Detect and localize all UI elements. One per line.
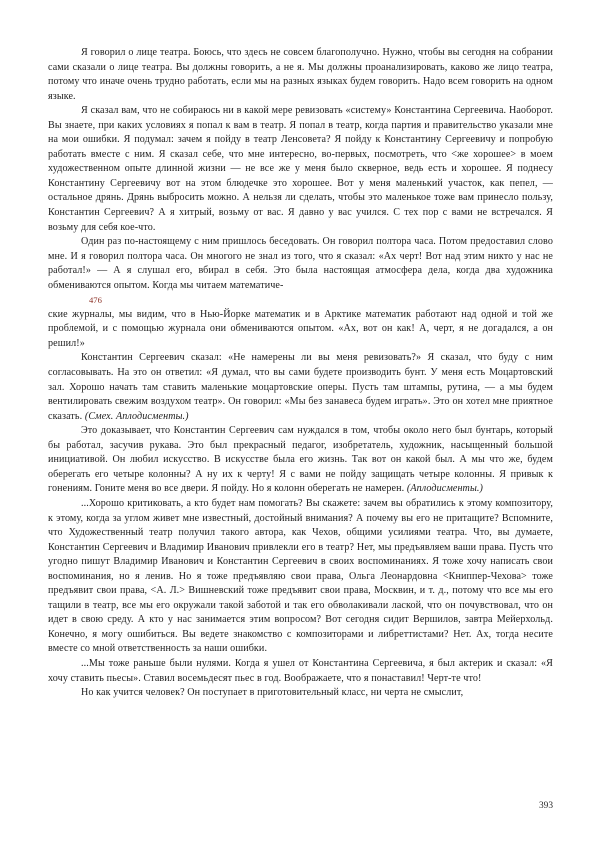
stage-direction-laughter-applause: (Смех. Аплодисменты.) bbox=[84, 410, 189, 422]
paragraph-1: Я говорил о лице театра. Боюсь, что здесь не совсем благополучно. Нужно, чтобы вы сегодня на собрании сами сказали о лице театра. Вы должны говорить, а не я. Мы должны проанализировать, каково же лицо театра, потому что иначе очень трудно работать, если мы на разных языках будем говорить. Надо всем говорить на одном языке. bbox=[48, 47, 553, 102]
paragraph-3: Один раз по-настоящему с ним пришлось беседовать. Он говорил полтора часа. Потом предоставил слово мне. И я говорил полтора часа. Он многого не знал из того, что я сказал: «Ах черт! Вот над этим никто у нас не работал!» — А я слушал его, вбирал в себя. Это была настоящая атмосфера дела, когда два художника обмениваются опытом. Когда мы читаем математиче- bbox=[48, 236, 553, 291]
page-folio-number: 393 bbox=[538, 801, 553, 811]
paragraph-6 bbox=[48, 424, 553, 497]
paragraph-7: ...Хорошо критиковать, а кто будет нам помогать? Вы скажете: зачем вы обратились к этому композитору, к этому, когда за углом живет мне известный, достойный внимания? А почему вы его не притащите? Вспомните, что Художественный театр получил такого автора, как Чехов, общими усилиями театра. Что, вы думаете, Константин Сергеевич и Владимир Иванович привлекли его в театр? Нет, мы предъявляем ваши права. Пусть что угодно пишут Владимир Иванович и Константин Сергеевич в своих воспоминаниях. Я тоже хочу написать свои воспоминания, но я ленив. Но я тоже предъявляю свои права, Ольга Леонардовна <Книппер-Чехова> тоже предъявит свои права, <А. Л.> Вишневский тоже предъявит свои права, Москвин, и т. д., потому что все мы его тащили в театр, все мы его окружали такой заботой и так его обволакивали лаской, что он почувствовал, что он идет в свою среду. А кто у нас занимается этим вопросом? Вот сегодня сидит Вершилов, завтра Мейерхольд. Конечно, я могу ошибиться. Вы ведете знакомство с композиторами и либреттистами? Нет. Ах, тогда несите вместе со мной ответственность за наши ошибки. bbox=[48, 497, 553, 655]
paragraph-5-text: Константин Сергеевич сказал: «Не намерены ли вы меня ревизовать?» Я сказал, что буду с ним согласовывать. На это он ответил: «Я думал, что вы сами будете производить бунт. У меня есть Моцартовский зал. Хорошо начать там ставить маленькие моцартовские оперы. Пусть там штампы, рутина, — а мы будем вентилировать свежим воздухом театр». Он говорил: «Мы без занавеса будем играть». Это он хотел мне приятное сказать. bbox=[48, 352, 553, 422]
paragraph-8: ...Мы тоже раньше были нулями. Когда я ушел от Константина Сергеевича, я был актерик и сказал: «Я хочу ставить пьесы». Ставил восемьдесят пьес в год. Воображаете, что я понаставил! Черт-те что! bbox=[48, 657, 553, 684]
page-text-block bbox=[48, 46, 553, 701]
paragraph-6-text: Это доказывает, что Константин Сергеевич сам нуждался в том, чтобы около него был бунтарь, который бы работал, засучив рукава. Это был прекрасный педагог, изобретатель, художник, насыщенный большой инициативой. Он любил искусство. В искусстве была его жизнь. Так вот он какой был. А мы что же, будем оберегать его четыре колонны? А ну их к черту! Я с вами не пойду защищать четыре колонны. Я привык к гонениям. Гоните меня во все двери. Я пойду. Но я колонн оберегать не намерен. bbox=[48, 425, 553, 495]
paragraph-9: Но как учится человек? Он поступает в приготовительный класс, ни черта не смыслит, bbox=[81, 687, 464, 699]
stage-direction-applause: (Аплодисменты.) bbox=[406, 483, 483, 495]
paragraph-2: Я сказал вам, что не собираюсь ни в какой мере ревизовать «систему» Константина Сергеевича. Наоборот. Вы знаете, при каких условиях я попал к вам в театр. Я попал в театр, когда партия и правительство указали мне на мои ошибки. Я подумал: зачем я пойду в театр Ленсовета? Я пойду к Константину Сергеевичу и попробую работать вместе с ним. Я сказал себе, что мне интересно, во-первых, посмотреть, что <же хорошее> в моем художественном опыте длинной жизни — не все же у меня было скверное, ведь есть и хорошее. Я поднесу Константину Сергеевичу вот на этом блюдечке это хорошее. Вот у меня маленький участок, как пепел, — остальное дрянь. Дрянь выбросить можно. А нельзя ли сделать, чтобы это маленькое тоже вам принесло пользу, Константин Сергеевич? А я хитрый, возьму от вас. Я давно у вас учился. С тех пор с вами не встречался. Я возьму для себя кое-что. bbox=[48, 105, 553, 233]
page-break-marker-476: 476 bbox=[89, 295, 102, 306]
paragraph-5 bbox=[48, 351, 553, 424]
paragraph-4-continuation: ские журналы, мы видим, что в Нью-Йорке математик и в Арктике математик работают над одной и той же проблемой, и с помощью журнала они обмениваются опытом. «Ах, вот он как! А, черт, я не догадался, а он решил!» bbox=[48, 308, 553, 349]
